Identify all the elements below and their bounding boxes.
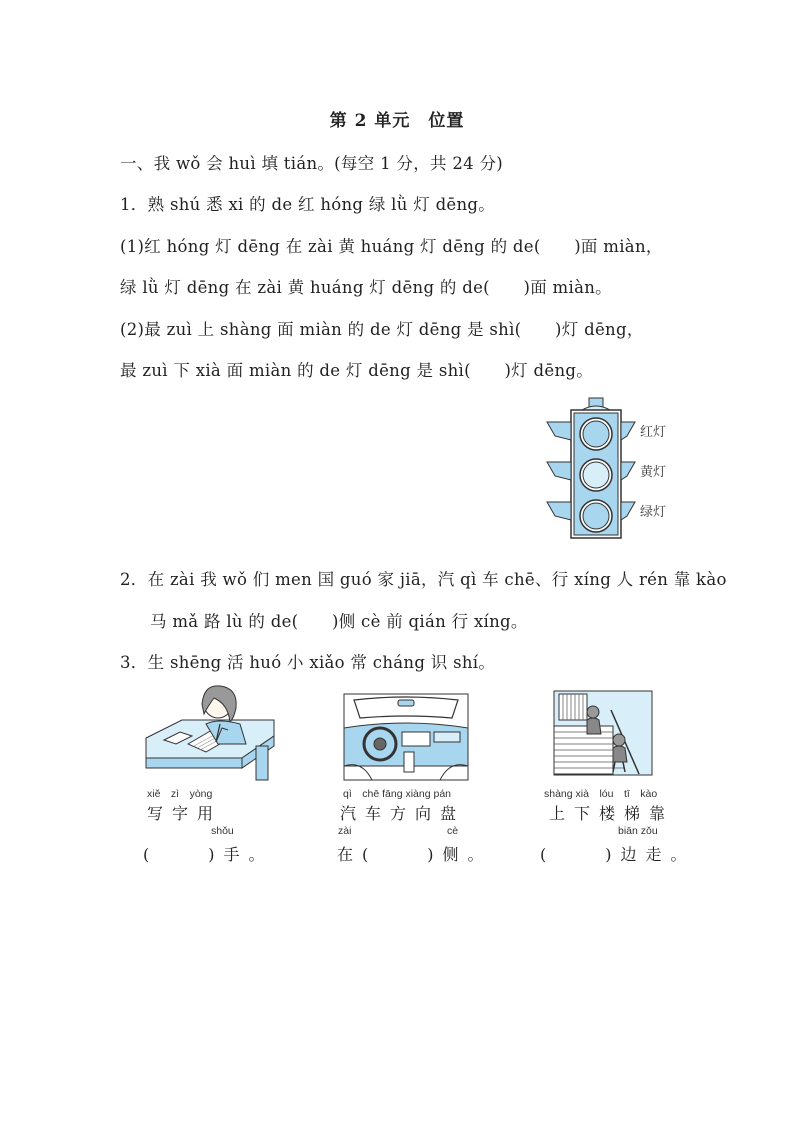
item-3-chars: 上下楼梯靠 (549, 804, 675, 823)
car-dashboard-illustration (342, 692, 470, 782)
question-1-part-1-line-2: 绿 lǜ 灯 dēng 在 zài 黄 huáng 灯 dēng 的 de( )面 miàn。 (120, 278, 612, 297)
question-3-heading: 3．生 shēng 活 huó 小 xiǎo 常 cháng 识 shí。 (120, 653, 496, 672)
green-light-label: 绿灯 (640, 505, 667, 520)
question-1-part-2-line-2: 最 zuì 下 xià 面 miàn 的 de 灯 dēng 是 shì( )灯 dēng。 (120, 361, 594, 380)
item-2-pinyin: qì chē fāng xiàng pán (343, 788, 451, 800)
question-1-part-2-line-1: (2)最 zuì 上 shàng 面 miàn 的 de 灯 dēng 是 shì( )灯 dēng， (120, 320, 644, 339)
traffic-light-illustration (545, 396, 637, 542)
question-1-part-1-line-1: (1)红 hóng 灯 dēng 在 zài 黄 huáng 灯 dēng 的 de( )面 miàn， (120, 237, 663, 256)
item-3-pinyin-2: biān zǒu (618, 825, 658, 837)
question-1-heading: 1．熟 shú 悉 xi 的 de 红 hóng 绿 lǜ 灯 dēng。 (120, 195, 496, 214)
item-2-answer-line: 在( )侧。 (337, 845, 493, 864)
item-1-answer-line: ( )手。 (143, 845, 274, 864)
item-1-chars: 写字用 (147, 804, 223, 823)
stairs-illustration (553, 690, 653, 776)
yellow-light-label: 黄灯 (640, 465, 667, 480)
red-light-label: 红灯 (640, 425, 667, 440)
question-2-line-2: 马 mǎ 路 lù 的 de( )侧 cè 前 qián 行 xíng。 (150, 612, 528, 631)
section-heading: 一、我 wǒ 会 huì 填 tián。(每空 1 分，共 24 分) (120, 154, 504, 173)
item-3-pinyin: shàng xià lóu tī kào (544, 788, 658, 800)
page-title: 第 2 单元 位置 (329, 111, 465, 131)
item-1-pinyin-2: shǒu (211, 825, 234, 837)
item-1-pinyin: xiě zì yòng (147, 788, 213, 800)
question-2-line-1: 2．在 zài 我 wǒ 们 men 国 guó 家 jiā，汽 qì 车 chē、行 xíng 人 rén 靠 kào (120, 570, 727, 589)
item-2-pinyin-2b: cè (447, 825, 459, 837)
item-2-pinyin-2a: zài (338, 825, 352, 837)
girl-writing-illustration (142, 684, 276, 782)
item-2-chars: 汽车方向盘 (340, 804, 466, 823)
item-3-answer-line: ( )边走。 (540, 845, 696, 864)
